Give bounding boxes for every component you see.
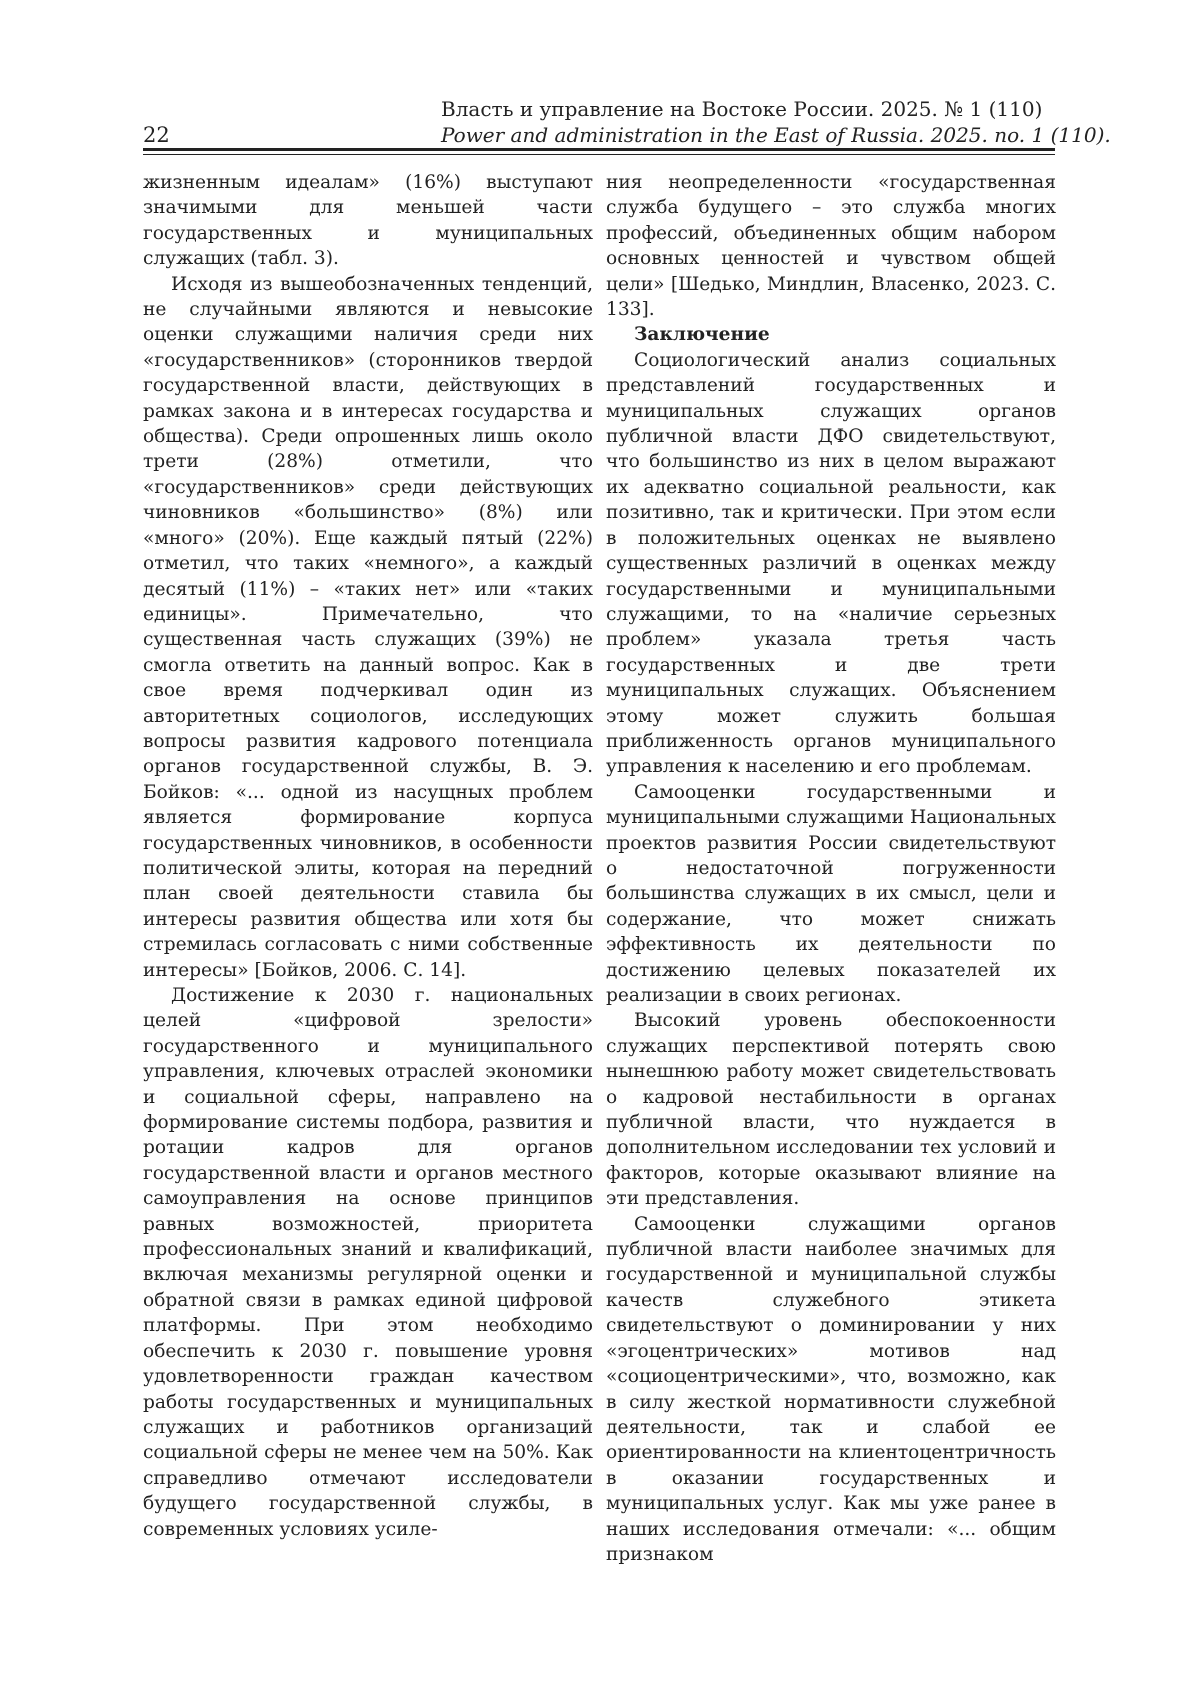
paragraph: Достижение к 2030 г. национальных целей «цифровой зрелости» государственного и муниципального управления, ключевых отраслей экономики и социальной сферы, направлено на формирование системы подбора, развития и ротации кадров для органов государственной власти и органов местного самоуправления на основе принципов равных возможностей, приоритета профессиональных знаний и квалификаций, включая механизмы регулярной оценки и обратной связи в рамках единой цифровой платформы. При этом необходимо обеспечить к 2030 г. повышение уровня удовлетворенности граждан качеством работы государственных и муниципальных служащих и работников организаций социальной сферы не менее чем на 50%. Как справедливо отмечают исследователи будущего государственной службы, в современных условиях усиле- <box>143 985 593 1540</box>
paragraph: ния неопределенности «государственная служба будущего – это служба многих профессий, объединенных общим набором основных ценностей и чувством общей цели» [Шедько, Миндлин, Власенко, 2023. С. 133]. <box>606 172 1056 321</box>
journal-title-en: Power and administration in the East of Russia. 2025. no. 1 (110). <box>441 123 1111 147</box>
paragraph: Исходя из вышеобозначенных тенденций, не случайными являются и невысокие оценки служащими наличия среди них «государственников» (сторонников твердой государственной власти, действующих в рамках закона и в интересах государства и общества). Среди опрошенных лишь около трети (28%) отметили, что «государственников» среди действующих чиновников «большинство» (8%) или «много» (20%). Еще каждый пятый (22%) отметил, что таких «немного», а каждый десятый (11%) – «таких нет» или «таких единицы». Примечательно, что существенная часть служащих (39%) не смогла ответить на данный вопрос. Как в свое время подчеркивал один из авторитетных социологов, исследующих вопросы развития кадрового потенциала органов государственной службы, В. Э. Бойков: «... одной из насущных проблем является формирование корпуса государственных чиновников, в особенности политической элиты, которая на передний план своей деятельности ставила бы интересы развития общества или хотя бы стремилась согласовать с ними собственные интересы» [Бойков, 2006. С. 14]. <box>143 273 593 981</box>
paragraph: Самооценки служащими органов публичной власти наиболее значимых для государственной и муниципальной службы качеств служебного этикета свидетельствуют о доминировании у них «эгоцентрических» мотивов над «социоцентрическими», что, возможно, как в силу жесткой нормативности служебной деятельности, так и слабой ее ориентированности на клиентоцентричность в оказании государственных и муниципальных услуг. Как мы уже ранее в наших исследования отмечали: «... общим признаком <box>606 1213 1056 1565</box>
paragraph: жизненным идеалам» (16%) выступают значимыми для меньшей части государственных и муниципальных служащих (табл. 3). <box>143 172 593 270</box>
page-number: 22 <box>143 123 170 147</box>
journal-title <box>441 96 1111 148</box>
journal-title-ru: Власть и управление на Востоке России. 2025. № 1 (110) <box>441 97 1043 121</box>
page-header <box>143 96 1111 147</box>
paragraph: Высокий уровень обеспокоенности служащих перспективой потерять свою нынешнюю работу может свидетельствовать о кадровой нестабильности в органах публичной власти, что нуждается в дополнительном исследовании тех условий и факторов, которые оказывают влияние на эти представления. <box>606 1010 1056 1210</box>
header-rule-thin <box>143 154 1055 155</box>
right-column <box>606 170 1056 1567</box>
section-heading: Заключение <box>634 324 770 346</box>
paragraph: Социологический анализ социальных представлений государственных и муниципальных служащих органов публичной власти ДФО свидетельствуют, что большинство из них в целом выражают их адекватно социальной реальности, как позитивно, так и критически. При этом если в положительных оценках не выявлено существенных различий в оценках между государственными и муниципальными служащими, то на «наличие серьезных проблем» указала третья часть государственных и две трети муниципальных служащих. Объяснением этому может служить большая приближенность органов муниципального управления к населению и его проблемам. <box>606 349 1056 778</box>
left-column <box>143 170 593 1542</box>
paragraph: Самооценки государственными и муниципальными служащими Национальных проектов развития России свидетельствуют о недостаточной погруженности большинства служащих в их смысл, цели и содержание, что может снижать эффективность их деятельности по достижению целевых показателей их реализации в своих регионах. <box>606 781 1056 1006</box>
header-rule-thick <box>143 148 1055 151</box>
